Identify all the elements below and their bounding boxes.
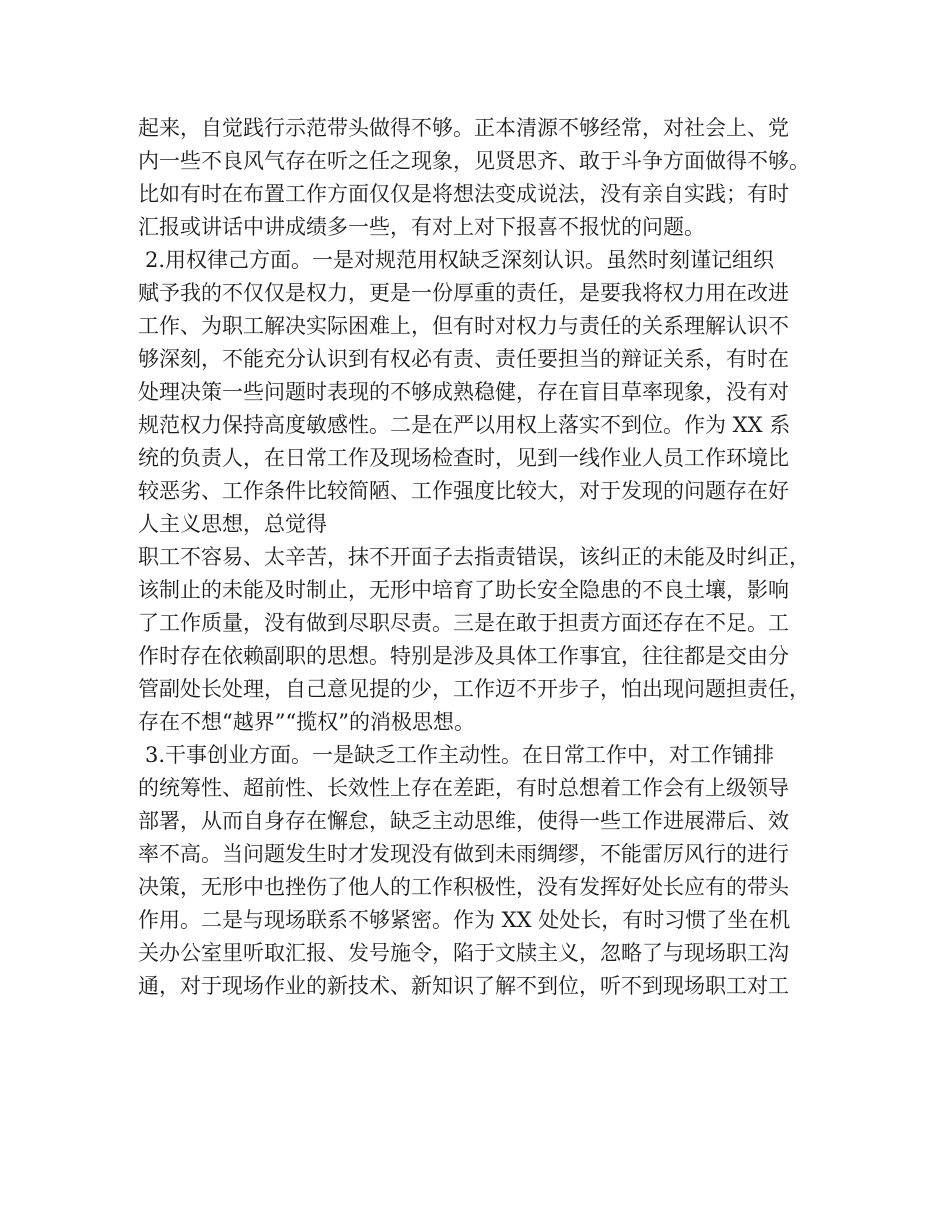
text-line: 比如有时在布置工作方面仅仅是将想法变成说法，没有亲自实践；有时	[138, 182, 789, 206]
document-body	[138, 112, 838, 1003]
text-line: 决策，无形中也挫伤了他人的工作积极性，没有发挥好处长应有的带头	[138, 875, 789, 899]
text-line: 工作、为职工解决实际困难上，但有时对权力与责任的关系理解认识不	[138, 314, 789, 338]
text-line: 部署，从而自身存在懈怠，缺乏主动思维，使得一些工作进展滞后、效	[138, 809, 789, 833]
text-line: 通，对于现场作业的新技术、新知识了解不到位，听不到现场职工对工	[138, 974, 789, 998]
text-line: 管副处长处理，自己意见提的少，工作迈不开步子，怕出现问题担责任，	[138, 677, 810, 701]
text-line: 规范权力保持高度敏感性。二是在严以用权上落实不到位。作为 XX 系	[138, 413, 791, 437]
text-line: 职工不容易、太辛苦，抹不开面子去指责错误，该纠正的未能及时纠正，	[138, 545, 810, 569]
text-line: 内一些不良风气存在听之任之现象，见贤思齐、敢于斗争方面做得不够。	[138, 149, 810, 173]
text-line: 了工作质量，没有做到尽职尽责。三是在敢于担责方面还存在不足。工	[138, 611, 789, 635]
section-heading-line: 3.干事创业方面。一是缺乏工作主动性。在日常工作中，对工作铺排	[145, 743, 775, 767]
text-line: 的统筹性、超前性、长效性上存在差距，有时总想着工作会有上级领导	[138, 776, 789, 800]
text-line: 赋予我的不仅仅是权力，更是一份厚重的责任，是要我将权力用在改进	[138, 281, 789, 305]
text-line: 处理决策一些问题时表现的不够成熟稳健，存在盲目草率现象，没有对	[138, 380, 789, 404]
text-line: 作时存在依赖副职的思想。特别是涉及具体工作事宜，往往都是交由分	[138, 644, 789, 668]
text-line: 够深刻，不能充分认识到有权必有责、责任要担当的辩证关系，有时在	[138, 347, 789, 371]
text-line: 存在不想“越界”“揽权”的消极思想。	[138, 710, 475, 734]
section-heading-line: 2.用权律己方面。一是对规范用权缺乏深刻认识。虽然时刻谨记组织	[145, 248, 775, 272]
text-line: 统的负责人，在日常工作及现场检查时，见到一线作业人员工作环境比	[138, 446, 789, 470]
text-line: 作用。二是与现场联系不够紧密。作为 XX 处处长，有时习惯了坐在机	[138, 908, 791, 932]
text-line: 该制止的未能及时制止，无形中培育了助长安全隐患的不良土壤，影响	[138, 578, 789, 602]
text-line: 汇报或讲话中讲成绩多一些，有对上对下报喜不报忧的问题。	[138, 215, 705, 239]
text-line: 较恶劣、工作条件比较简陋、工作强度比较大，对于发现的问题存在好	[138, 479, 789, 503]
text-line: 起来，自觉践行示范带头做得不够。正本清源不够经常，对社会上、党	[138, 116, 789, 140]
text-line: 率不高。当问题发生时才发现没有做到未雨绸缪，不能雷厉风行的进行	[138, 842, 789, 866]
text-line: 关办公室里听取汇报、发号施令，陷于文牍主义，忽略了与现场职工沟	[138, 941, 789, 965]
text-line: 人主义思想，总觉得	[138, 512, 327, 536]
